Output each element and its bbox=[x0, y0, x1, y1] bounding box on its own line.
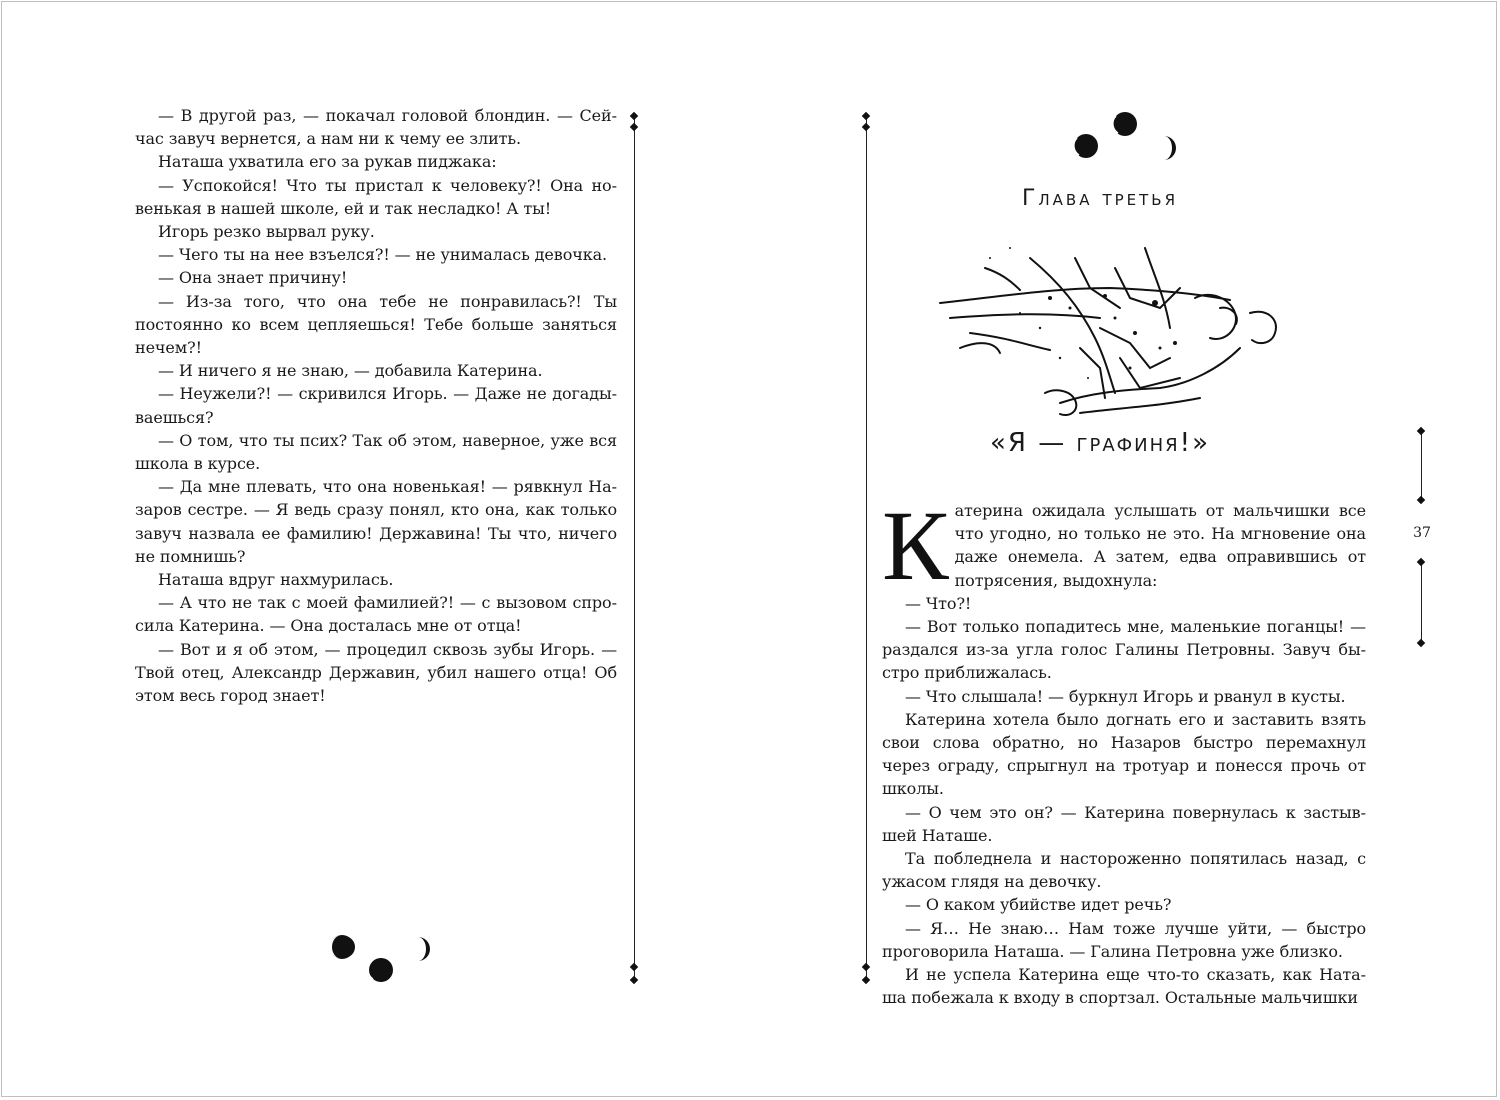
left-paragraph: — А что не так с моей фамилией?! — с вызовом спросила Катерина. — Она досталась мне от отца! bbox=[135, 593, 617, 636]
left-paragraph: — Она знает причину! bbox=[158, 268, 348, 288]
moon-phases-icon bbox=[1068, 108, 1183, 164]
page-number-rule-top bbox=[1421, 433, 1422, 503]
right-paragraph: — О чем это он? — Катерина повернулась к застывшей Наташе. bbox=[882, 802, 1366, 845]
right-page-text bbox=[882, 490, 1366, 1009]
chapter-title: «Я — графиня!» bbox=[990, 428, 1210, 458]
left-paragraph: — Успокойся! Что ты пристал к человеку?! Она новенькая в нашей школе, ей и так несладко! А ты! bbox=[135, 175, 617, 218]
left-paragraph: Наташа вдруг нахмурилась. bbox=[158, 570, 394, 590]
left-paragraph: Игорь резко вырвал руку. bbox=[158, 222, 375, 242]
left-page-text bbox=[135, 104, 617, 707]
right-inner-rule bbox=[866, 118, 867, 978]
right-paragraph: — Я… Не знаю… Нам тоже лучше уйти, — быстро проговорила Наташа. — Галина Петровна уже близко. bbox=[882, 918, 1366, 961]
page-number: 37 bbox=[1413, 525, 1431, 541]
page-number-rule-bottom bbox=[1421, 565, 1422, 643]
drop-cap: К bbox=[882, 490, 949, 601]
moon-phases-icon bbox=[325, 930, 435, 986]
chapter-label: Глава третья bbox=[1021, 186, 1179, 211]
left-paragraph: — Да мне плевать, что она новенькая! — рявкнул Назаров сестре. — Я ведь сразу понял, кто она, как только завуч назвала ее фамилию! Державина! Ты что, ничего не помнишь? bbox=[135, 477, 617, 566]
left-paragraph: — Неужели?! — скривился Игорь. — Даже не догадываешься? bbox=[135, 384, 617, 427]
first-paragraph bbox=[882, 490, 1366, 601]
left-paragraph: — Из-за того, что она тебе не понравилась?! Ты постоянно ко всем цепляешься! Тебе больше заняться нечем?! bbox=[135, 291, 617, 358]
left-paragraph: — О том, что ты псих? Так об этом, наверное, уже вся школа в курсе. bbox=[135, 430, 617, 474]
right-paragraph: — Что слышала! — буркнул Игорь и рванул в кусты. bbox=[905, 686, 1346, 706]
right-paragraph: И не успела Катерина еще что-то сказать, как Наташа побежала к входу в спортзал. Остальные мальчишки bbox=[882, 965, 1366, 1008]
first-paragraph-text: атерина ожидала услышать от мальчишки все что угодно, но только не это. На мгновение она даже онемела. А затем, едва оправившись от потрясения, выдохнула: bbox=[954, 501, 1366, 590]
right-paragraph: — Что?! bbox=[905, 593, 972, 613]
right-paragraph: — О каком убийстве идет речь? bbox=[905, 895, 1172, 915]
left-paragraph: — Вот и я об этом, — процедил сквозь зубы Игорь. — Твой отец, Александр Державин, убил нашего отца! Об этом весь город знает! bbox=[135, 639, 617, 706]
right-paragraph: Та побледнела и настороженно попятилась назад, с ужасом глядя на девочку. bbox=[882, 849, 1366, 892]
left-paragraph: — В другой раз, — покачал головой блондин. — Сейчас завуч вернется, а нам ни к чему ее злить. bbox=[135, 106, 617, 149]
broken-glass-illustration bbox=[930, 228, 1290, 428]
left-margin-rule bbox=[634, 118, 635, 978]
left-paragraph: Наташа ухватила его за рукав пиджака: bbox=[158, 152, 497, 172]
right-paragraph: — Вот только попадитесь мне, маленькие поганцы! — раздался из-за угла голос Галины Петровны. Завуч быстро приближалась. bbox=[882, 617, 1366, 683]
right-paragraph: Катерина хотела было догнать его и заставить взять свои слова обратно, но Назаров быстро перемахнул через ограду, спрыгнул на тротуар и понесся прочь от школы. bbox=[882, 709, 1366, 799]
left-paragraph: — Чего ты на нее взъелся?! — не унималась девочка. bbox=[158, 245, 608, 265]
left-paragraph: — И ничего я не знаю, — добавила Катерина. bbox=[158, 361, 543, 381]
